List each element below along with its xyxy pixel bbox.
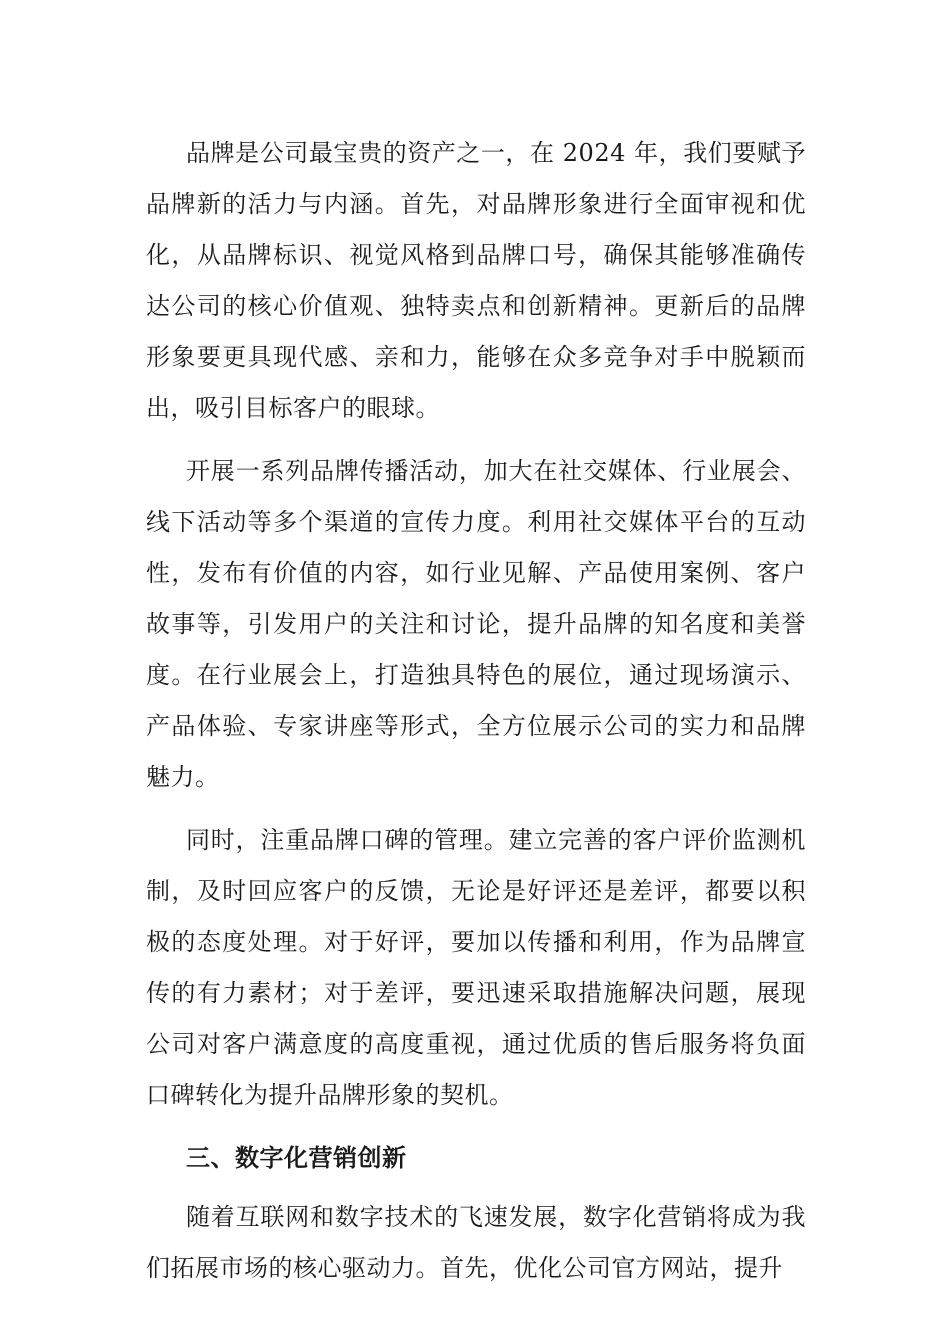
paragraph-brand-image: 品牌是公司最宝贵的资产之一，在 2024 年，我们要赋予品牌新的活力与内涵。首先，对品牌形象进行全面审视和优化，从品牌标识、视觉风格到品牌口号，确保其能够准确传达公司的核心价值观、独特卖点和创新精神。更新后的品牌形象要更具现代感、亲和力，能够在众多竞争对手中脱颖而出，吸引目标客户的眼球。 bbox=[146, 139, 806, 422]
paragraph-brand-reputation: 同时，注重品牌口碑的管理。建立完善的客户评价监测机制，及时回应客户的反馈，无论是好评还是差评，都要以积极的态度处理。对于好评，要加以传播和利用，作为品牌宣传的有力素材；对于差评，要迅速采取措施解决问题，展现公司对客户满意度的高度重视，通过优质的售后服务将负面口碑转化为提升品牌形象的契机。 bbox=[146, 826, 806, 1109]
section-heading: 三、数字化营销创新 bbox=[186, 1144, 407, 1172]
document-body bbox=[146, 128, 806, 1306]
paragraph-digital-marketing: 随着互联网和数字技术的飞速发展，数字化营销将成为我们拓展市场的核心驱动力。首先，优化公司官方网站，提升 bbox=[146, 1203, 806, 1282]
paragraph-brand-promotion: 开展一系列品牌传播活动，加大在社交媒体、行业展会、线下活动等多个渠道的宣传力度。利用社交媒体平台的互动性，发布有价值的内容，如行业见解、产品使用案例、客户故事等，引发用户的关注和讨论，提升品牌的知名度和美誉度。在行业展会上，打造独具特色的展位，通过现场演示、产品体验、专家讲座等形式，全方位展示公司的实力和品牌魅力。 bbox=[146, 457, 806, 791]
